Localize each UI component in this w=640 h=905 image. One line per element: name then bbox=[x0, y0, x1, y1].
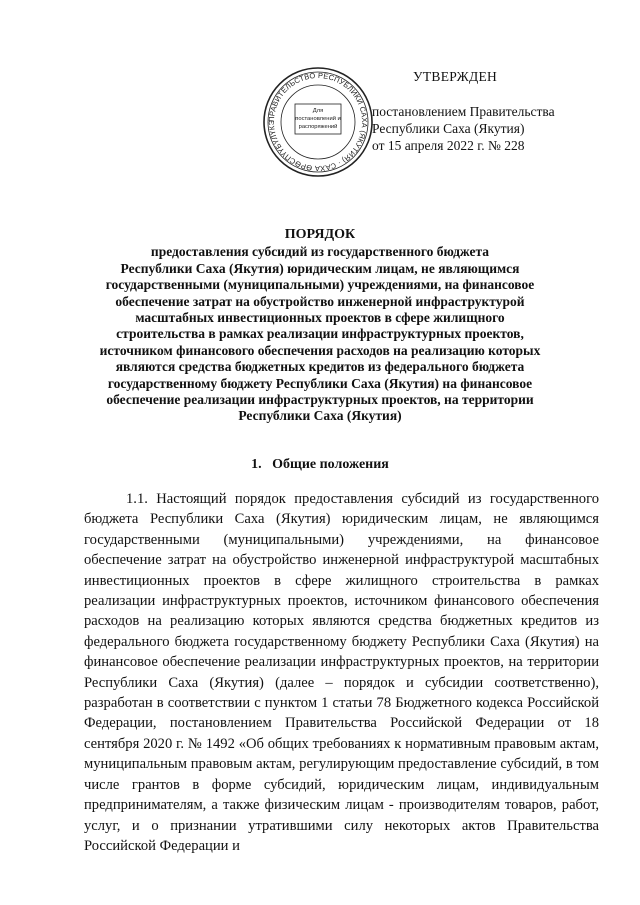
approval-line-1: постановлением Правительства bbox=[372, 104, 555, 119]
title-line: Республики Саха (Якутия) bbox=[238, 408, 402, 424]
approval-block bbox=[372, 68, 602, 154]
stamp-inner-line3: распоряжений bbox=[298, 124, 338, 130]
stamp-seal-icon bbox=[262, 66, 374, 178]
document-title bbox=[80, 227, 560, 425]
stamp-outer-text: ПРАВИТЕЛЬСТВО РЕСПУБЛИКИ САХА (ЯКУТИЯ) · САХА ӨРӨСПҮҮБҮЛҮКЭ bbox=[266, 70, 370, 174]
title-line: предоставления субсидий из государственного бюджета bbox=[150, 244, 490, 260]
title-line: обеспечение реализации инфраструктурных проектов, на территории bbox=[106, 392, 534, 408]
title-line: источником финансового обеспечения расходов на реализацию которых bbox=[99, 342, 541, 358]
title-line: масштабных инвестиционных проектов в сфере жилищного bbox=[135, 310, 505, 326]
official-stamp bbox=[262, 66, 374, 178]
title-heading: ПОРЯДОК bbox=[284, 227, 356, 242]
title-line: являются средства бюджетных кредитов из федерального бюджета bbox=[115, 359, 525, 375]
section-heading bbox=[80, 457, 560, 473]
approval-line-3: от 15 апреля 2022 г. № 228 bbox=[372, 138, 525, 153]
title-line: Республики Саха (Якутия) юридическим лицам, не являющимся bbox=[120, 260, 520, 276]
section-number: 1. bbox=[251, 457, 262, 472]
paragraph-1-1: 1.1. Настоящий порядок предоставления субсидий из государственного бюджета Республики Саха (Якутия) юридическим лицам, не являющимся государственными (муниципальными) учреждениями, на финансовое обеспечение затрат на обустройство инженерной инфраструктурой масштабных инвестиционных проектов в сфере жилищного строительства в рамках реализации инфраструктурных проектов, источником финансового обеспечения расходов на реализацию которых являются средства бюджетных кредитов из федерального бюджета государственному бюджету Республики Саха (Якутия) на финансовое обеспечение реализации инфраструктурных проектов, на территории Республики Саха (Якутия) (далее – порядок и субсидии соответственно), разработан в соответствии с пунктом 1 статьи 78 Бюджетного кодекса Российской Федерации, постановлением Правительства Российской Федерации от 18 сентября 2020 г. № 1492 «Об общих требованиях к нормативным правовым актам, муниципальным правовым актам, регулирующим предоставление субсидий, в том числе грантов в форме субсидий, юридическим лицам, индивидуальным предпринимателям, а также физическим лицам - производителям товаров, работ, услуг, и о признании утратившими силу некоторых актов Правительства Российской Федерации и bbox=[84, 491, 599, 854]
title-line: государственными (муниципальными) учреждениями, на финансовое bbox=[105, 277, 535, 293]
title-line: строительства в рамках реализации инфраструктурных проектов, bbox=[116, 326, 524, 342]
title-line: государственному бюджету Республики Саха (Якутия) на финансовое bbox=[107, 375, 533, 391]
title-line: обеспечение затрат на обустройство инженерной инфраструктурой bbox=[115, 293, 525, 309]
stamp-inner-line1: Для bbox=[312, 108, 324, 114]
section-title: Общие положения bbox=[272, 457, 389, 472]
stamp-inner-line2: постановлений и bbox=[295, 116, 341, 122]
approval-line-2: Республики Саха (Якутия) bbox=[372, 121, 525, 136]
approved-label: УТВЕРЖДЕН bbox=[413, 69, 498, 84]
